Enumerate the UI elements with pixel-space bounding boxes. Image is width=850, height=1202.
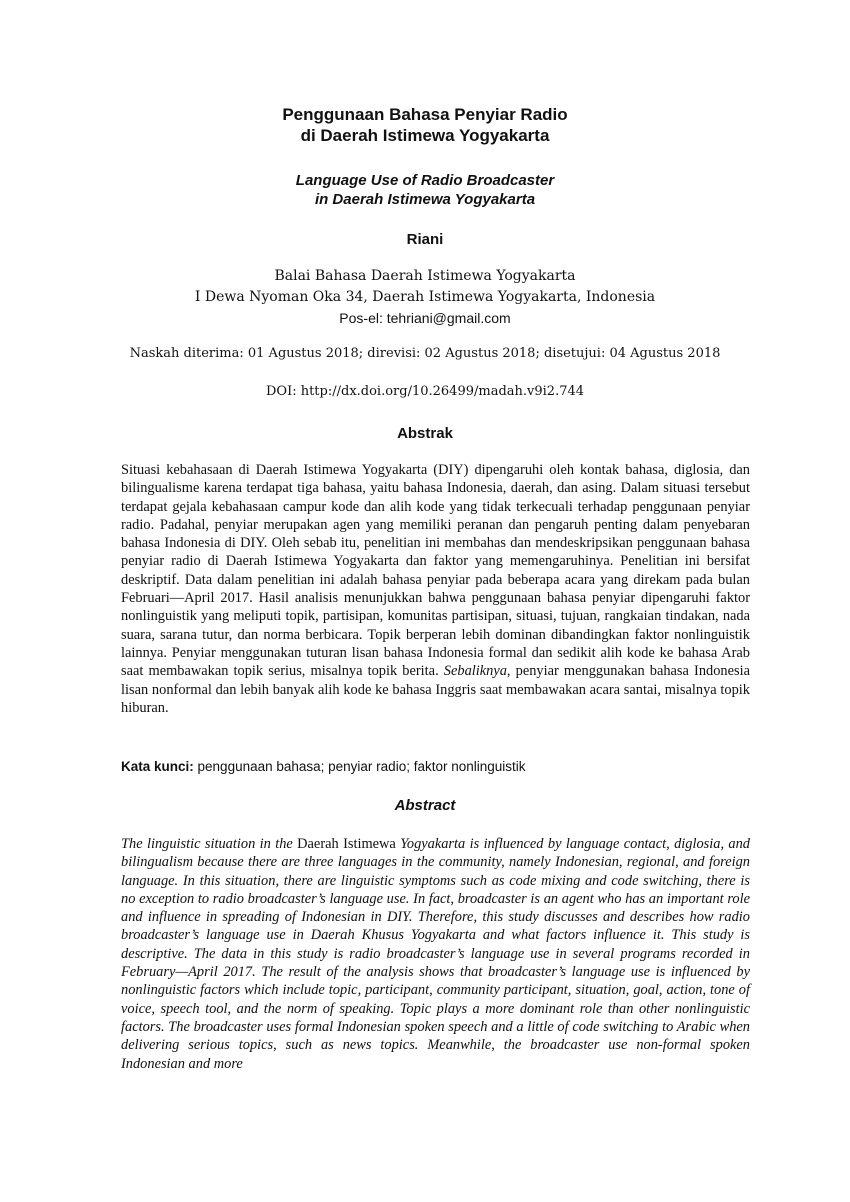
abstract-heading: Abstract [394,797,456,814]
paper-subtitle [0,171,850,209]
paper-title [0,104,850,146]
abstract-text-roman: Daerah Istimewa [297,836,396,852]
subtitle-line-1: Language Use of Radio Broadcaster [295,172,555,189]
abstrak-heading: Abstrak [397,425,453,442]
keywords-list: penggunaan bahasa; penyiar radio; faktor nonlinguistik [193,759,526,774]
abstrak-text-part-2: penyiar menggunakan bahasa Indonesia lisan nonformal dan lebih banyak alih kode ke bahasa Inggris saat membawakan acara santai, misalnya topik hiburan. [121,663,750,716]
abstrak-text-part-1: Situasi kebahasaan di Daerah Istimewa Yogyakarta (DIY) dipengaruhi oleh kontak bahasa, diglosia, dan bilingualisme karena terdapat tiga bahasa, yaitu bahasa Indonesia, daerah, dan asing. Dalam situasi tersebut terdapat gejala kebahasaan campur kode dan alih kode yang tidak terkecuali terhadap penggunaan penyiar radio. Padahal, penyiar merupakan agen yang memiliki peranan dan pengaruh penting dalam penyebaran bahasa Indonesia di DIY. Oleh sebab itu, penelitian ini membahas dan mendeskripsikan penggunaan bahasa penyiar radio di Daerah Istimewa Yogyakarta dan faktor yang memengaruhinya. Penelitian ini bersifat deskriptif. Data dalam penelitian ini adalah bahasa penyiar pada beberapa acara yang direkam pada bulan Februari—April 2017. Hasil analisis menunjukkan bahwa penggunaan bahasa penyiar dipengaruhi faktor nonlinguistik yang meliputi topik, partisipan, komunitas partisipan, situasi, tujuan, rangkaian tindakan, nada suara, sarana tutur, dan norma berbicara. Topik berperan lebih dominan dibandingkan faktor nonlinguistik lainnya. Penyiar menggunakan tuturan lisan bahasa Indonesia formal dan sedikit alih kode ke bahasa Arab saat membawakan topik serius, misalnya topik berita. [121,462,750,680]
affiliation [0,266,850,329]
abstrak-body [121,461,750,717]
doi-link[interactable]: DOI: http://dx.doi.org/10.26499/madah.v9i2.744 [265,384,585,399]
title-line-2: di Daerah Istimewa Yogyakarta [300,126,550,145]
abstract-text-part-1: The linguistic situation in the [121,836,298,852]
affiliation-address: I Dewa Nyoman Oka 34, Daerah Istimewa Yogyakarta, Indonesia [194,289,656,305]
submission-dates: Naskah diterima: 01 Agustus 2018; direvisi: 02 Agustus 2018; disetujui: 04 Agustus 2018 [129,346,721,361]
subtitle-line-2: in Daerah Istimewa Yogyakarta [314,191,536,208]
abstract-body [121,835,750,1073]
keywords-label: Kata kunci: [121,759,194,774]
affiliation-institution: Balai Bahasa Daerah Istimewa Yogyakarta [274,268,576,284]
author-email: Pos-el: tehriani@gmail.com [339,310,511,326]
author-name: Riani [406,231,444,248]
abstract-text-part-2: Yogyakarta is influenced by language contact, diglosia, and bilingualism because there are three languages in the community, namely Indonesian, regional, and foreign language. In this situation, there are linguistic symptoms such as code mixing and code switching, there is no exception to radio broadcaster’s language use. In fact, broadcaster is an agent who has an important role and influence in spreading of Indonesian in DIY. Therefore, this study discusses and describes how radio broadcaster’s language use in Daerah Khusus Yogyakarta and what factors influence it. This study is descriptive. The data in this study is radio broadcaster’s language use in several programs recorded in February—April 2017. The result of the analysis shows that broadcaster’s language use is influenced by nonlinguistic factors which include topic, participant, community participant, situation, goal, action, tone of voice, speech tool, and the norm of speaking. Topic plays a more dominant role than other nonlinguistic factors. The broadcaster uses formal Indonesian spoken speech and a little of code switching to Arabic when delivering serious topics, such as news topics. Meanwhile, the broadcaster use non-formal spoken Indonesian and more [121,836,751,1072]
keywords-line [121,758,750,776]
abstrak-text-italic: Sebaliknya, [443,663,511,680]
title-line-1: Penggunaan Bahasa Penyiar Radio [282,105,568,124]
